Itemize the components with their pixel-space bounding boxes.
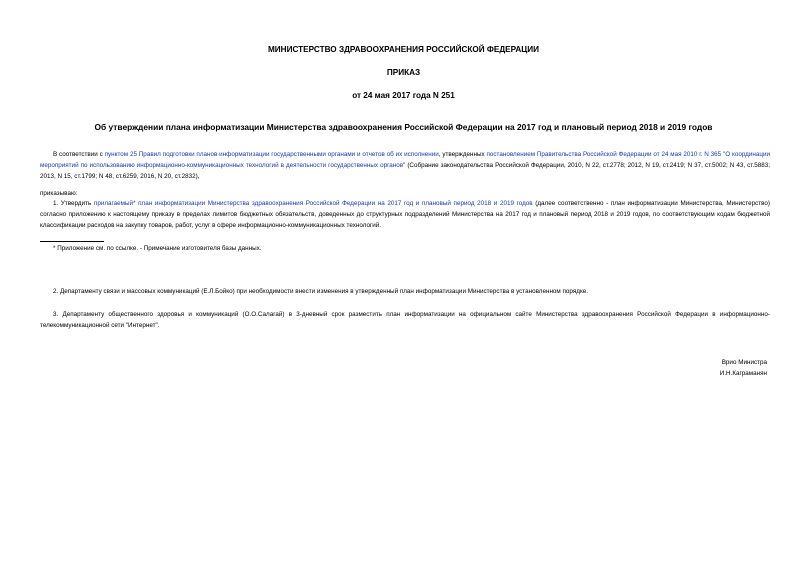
item-1-text-1: 1. Утвердить xyxy=(53,200,94,207)
basis-text-3: (Собрание законодательства Российской Федерации, 2010, N 22, ст.2778; 2012, N 19, ст.2419; N 37, ст.5002; N 43, ст.5883; 2013, N 15, ст.1799; N 48, ст.6259, 2016, N 20, ст.2832), xyxy=(40,162,770,180)
order-word: приказываю: xyxy=(40,190,78,197)
basis-text-2: , утвержденных xyxy=(438,151,487,158)
footnote: * Приложение см. по ссылке. - Примечание изготовителя базы данных. xyxy=(53,245,262,252)
signature-name: И.Н.Каграманян xyxy=(719,370,767,377)
item-3-paragraph: 3. Департаменту общественного здоровья и коммуникаций (О.О.Салагай) в 3-дневный срок разместить план информатизации на официальном сайте Министерства здравоохранения Российской Федерации в информационно-телекоммуникационной сети "Интернет". xyxy=(40,311,770,329)
doc-type-heading: ПРИКАЗ xyxy=(386,68,421,77)
document-title: Об утверждении плана информатизации Министерства здравоохранения Российской Федерации на 2017 год и плановый период 2018 и 2019 годов xyxy=(94,122,713,132)
plan-link[interactable]: прилагаемый* план информатизации Министерства здравоохранения Российской Федерации на 2017 год и плановый период 2018 и 2019 годов xyxy=(93,200,533,207)
footnote-separator xyxy=(40,241,104,242)
signature-position: Врио Министра xyxy=(721,359,767,366)
date-number-heading: от 24 мая 2017 года N 251 xyxy=(352,91,455,100)
resolution-link[interactable]: постановлением Правительства Российской Федерации от 24 мая 2010 г. N 365 "О координации мероприятий по использованию информационно-коммуникационных технологий в деятельности государственных органов" xyxy=(40,151,770,169)
item-1-paragraph xyxy=(40,198,770,231)
ministry-heading: МИНИСТЕРСТВО ЗДРАВООХРАНЕНИЯ РОССИЙСКОЙ ФЕДЕРАЦИИ xyxy=(267,45,540,54)
item-1-text-2: (далее соответственно - план информатизации Министерства, Министерство) согласно приложению к настоящему приказу в пределах лимитов бюджетных обязательств, доведенных до структурных подразделений Министерства на 2017 год и плановый период 2018 и 2019 годов, по соответствующим кодам бюджетной классификации расходов на закупку товаров, работ, услуг в сфере информационно-коммуникационных технологий. xyxy=(40,200,770,229)
basis-paragraph xyxy=(40,149,770,182)
rules-link[interactable]: пунктом 25 Правил подготовки планов информатизации государственными органами и отчетов об их исполнении xyxy=(104,151,439,158)
item-2-paragraph: 2. Департаменту связи и массовых коммуникаций (Е.Л.Бойко) при необходимости внести изменения в утвержденный план информатизации Министерства в установленном порядке. xyxy=(53,288,589,295)
basis-text-1: В соответствии с xyxy=(53,151,105,158)
